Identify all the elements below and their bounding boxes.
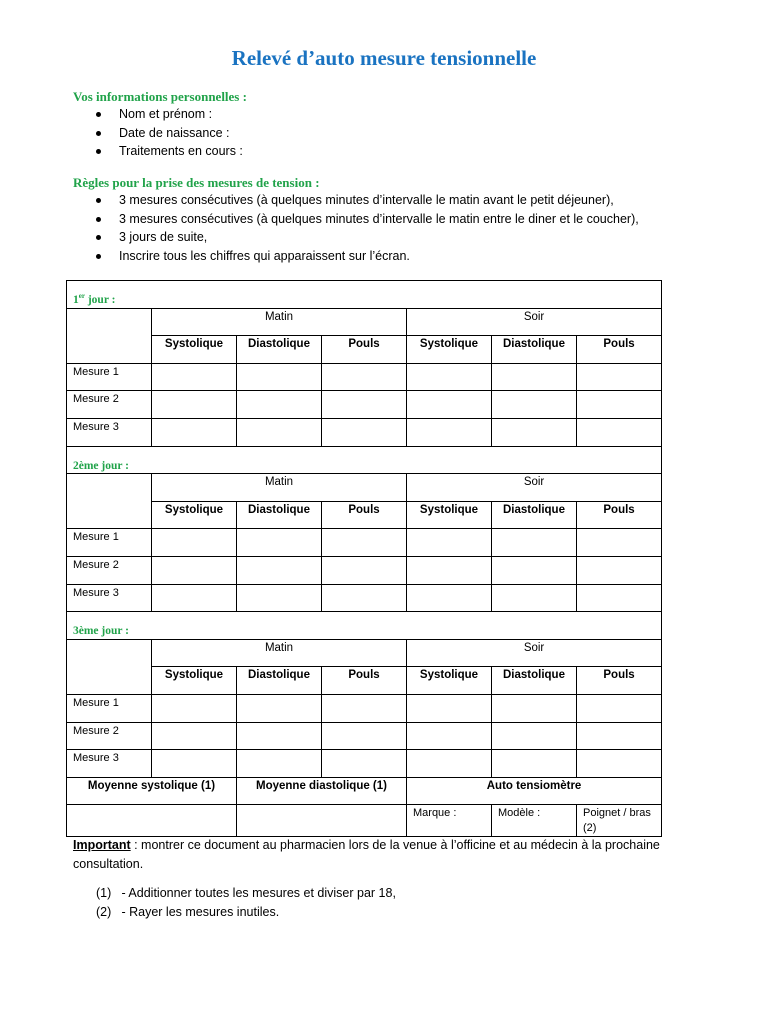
measure-cell[interactable] [152, 750, 237, 778]
column-header: Pouls [322, 501, 407, 529]
measure-cell[interactable] [492, 750, 577, 778]
table-row [67, 363, 662, 391]
list-item-label: 3 mesures consécutives (à quelques minutes d’intervalle le matin entre le diner et le coucher), [119, 211, 639, 226]
row-label: Mesure 1 [67, 694, 152, 722]
day-label-main: 2ème jour : [73, 459, 129, 472]
measure-cell[interactable] [322, 418, 407, 446]
measure-cell[interactable] [322, 722, 407, 750]
avg-diastolic-cell[interactable] [237, 805, 407, 837]
period-row [67, 639, 662, 667]
day-header-row [67, 446, 662, 474]
list-item [96, 228, 639, 247]
period-soir: Soir [407, 308, 662, 336]
measure-cell[interactable] [237, 363, 322, 391]
bullet-icon [96, 131, 101, 136]
day-label [67, 281, 662, 309]
list-item [96, 105, 243, 124]
period-soir: Soir [407, 639, 662, 667]
footnote-number: (2) [96, 905, 112, 919]
wrist-arm-cell[interactable]: Poignet / bras (2) [577, 805, 662, 837]
measure-cell[interactable] [152, 418, 237, 446]
bullet-icon [96, 217, 101, 222]
column-header: Pouls [577, 336, 662, 364]
measure-cell[interactable] [237, 556, 322, 584]
column-header: Diastolique [237, 667, 322, 695]
measure-cell[interactable] [322, 694, 407, 722]
personal-info-list [96, 105, 243, 161]
measure-cell[interactable] [152, 722, 237, 750]
row-label: Mesure 2 [67, 556, 152, 584]
measure-cell[interactable] [492, 418, 577, 446]
day-header-row [67, 281, 662, 309]
column-header: Pouls [577, 501, 662, 529]
measure-cell[interactable] [492, 722, 577, 750]
table-row [67, 694, 662, 722]
list-item-label: Date de naissance : [119, 125, 230, 140]
column-header-row [67, 336, 662, 364]
corner-cell [67, 308, 152, 363]
measurement-table [66, 280, 662, 837]
measure-cell[interactable] [322, 529, 407, 557]
period-row [67, 474, 662, 502]
bullet-icon [96, 112, 101, 117]
device-header: Auto tensiomètre [407, 777, 662, 805]
footnote-number: (1) [96, 886, 112, 900]
page-title: Relevé d’auto mesure tensionnelle [231, 46, 537, 70]
column-header: Systolique [407, 336, 492, 364]
measure-cell[interactable] [577, 529, 662, 557]
row-label: Mesure 2 [67, 391, 152, 419]
measure-cell[interactable] [237, 722, 322, 750]
measure-cell[interactable] [492, 363, 577, 391]
measure-cell[interactable] [237, 529, 322, 557]
list-item-label: Inscrire tous les chiffres qui apparaissent sur l’écran. [119, 248, 410, 263]
period-soir: Soir [407, 474, 662, 502]
list-item-label: Nom et prénom : [119, 107, 213, 121]
measure-cell[interactable] [237, 750, 322, 778]
footnote [96, 903, 396, 922]
row-label: Mesure 1 [67, 363, 152, 391]
measure-cell[interactable] [152, 391, 237, 419]
day-label [67, 612, 662, 640]
corner-cell [67, 474, 152, 529]
avg-systolic-header: Moyenne systolique (1) [67, 777, 237, 805]
column-header: Systolique [407, 667, 492, 695]
day-label-main: 1 [73, 293, 79, 306]
measure-cell[interactable] [152, 363, 237, 391]
brand-cell[interactable]: Marque : [407, 805, 492, 837]
column-header: Diastolique [492, 501, 577, 529]
measure-cell[interactable] [577, 391, 662, 419]
table-row [67, 418, 662, 446]
measure-cell[interactable] [577, 722, 662, 750]
row-label: Mesure 3 [67, 418, 152, 446]
list-item-label: 3 jours de suite, [119, 230, 208, 244]
column-header: Systolique [152, 501, 237, 529]
table-row [67, 722, 662, 750]
rules-heading: Règles pour la prise des mesures de tension : [73, 175, 320, 190]
measure-cell[interactable] [407, 584, 492, 612]
bullet-icon [96, 254, 101, 259]
table-row [67, 584, 662, 612]
measure-cell[interactable] [322, 750, 407, 778]
measure-cell[interactable] [492, 694, 577, 722]
column-header: Systolique [152, 336, 237, 364]
avg-diastolic-header: Moyenne diastolique (1) [237, 777, 407, 805]
measure-cell[interactable] [577, 584, 662, 612]
measure-cell[interactable] [322, 391, 407, 419]
list-item-label: 3 mesures consécutives (à quelques minutes d’intervalle le matin avant le petit déjeuner), [119, 193, 614, 207]
column-header: Pouls [322, 336, 407, 364]
day-label-sup: er [78, 292, 85, 300]
measure-cell[interactable] [492, 584, 577, 612]
table-row [67, 556, 662, 584]
measure-cell[interactable] [152, 584, 237, 612]
day-label-rest: jour : [84, 293, 116, 306]
measure-cell[interactable] [492, 556, 577, 584]
footnote [96, 884, 396, 903]
row-label: Mesure 3 [67, 584, 152, 612]
column-header: Diastolique [237, 501, 322, 529]
row-label: Mesure 2 [67, 722, 152, 750]
measure-cell[interactable] [407, 529, 492, 557]
day-label [67, 446, 662, 474]
period-row [67, 308, 662, 336]
measure-cell[interactable] [492, 529, 577, 557]
column-header: Systolique [407, 501, 492, 529]
measure-cell[interactable] [577, 694, 662, 722]
rules-list [96, 191, 639, 265]
footer-header-row [67, 777, 662, 805]
bullet-icon [96, 235, 101, 240]
measure-cell[interactable] [237, 391, 322, 419]
table-row [67, 529, 662, 557]
measure-cell[interactable] [407, 391, 492, 419]
measure-cell[interactable] [577, 556, 662, 584]
footnote-text: - Rayer les mesures inutiles. [121, 905, 280, 919]
day-label-main: 3ème jour : [73, 624, 129, 637]
measure-cell[interactable] [322, 556, 407, 584]
period-matin: Matin [152, 639, 407, 667]
column-header-row [67, 667, 662, 695]
measure-cell[interactable] [237, 694, 322, 722]
period-matin: Matin [152, 474, 407, 502]
bullet-icon [96, 198, 101, 203]
column-header-row [67, 501, 662, 529]
avg-systolic-cell[interactable] [67, 805, 237, 837]
table-row [67, 391, 662, 419]
important-label: Important [73, 838, 131, 852]
day-header-row [67, 612, 662, 640]
footnotes [96, 884, 396, 922]
measure-cell[interactable] [322, 584, 407, 612]
measure-cell[interactable] [577, 363, 662, 391]
measure-cell[interactable] [237, 418, 322, 446]
measure-cell[interactable] [407, 722, 492, 750]
list-item [96, 124, 243, 143]
measure-cell[interactable] [152, 529, 237, 557]
column-header: Pouls [577, 667, 662, 695]
measure-cell[interactable] [152, 556, 237, 584]
column-header: Diastolique [492, 667, 577, 695]
measure-cell[interactable] [407, 556, 492, 584]
list-item-label: Traitements en cours : [119, 144, 243, 158]
measure-cell[interactable] [152, 694, 237, 722]
measure-cell[interactable] [577, 750, 662, 778]
measure-cell[interactable] [237, 584, 322, 612]
important-note [73, 836, 703, 874]
corner-cell [67, 639, 152, 694]
important-text: : montrer ce document au pharmacien lors de la venue à l’officine et au médecin à la prochaine consultation. [73, 838, 660, 871]
measure-cell[interactable] [407, 363, 492, 391]
row-label: Mesure 1 [67, 529, 152, 557]
measure-cell[interactable] [407, 418, 492, 446]
column-header: Diastolique [237, 336, 322, 364]
table-row [67, 750, 662, 778]
measure-cell[interactable] [407, 750, 492, 778]
model-cell[interactable]: Modèle : [492, 805, 577, 837]
row-label: Mesure 3 [67, 750, 152, 778]
footnote-text: - Additionner toutes les mesures et diviser par 18, [121, 886, 396, 900]
measure-cell[interactable] [322, 363, 407, 391]
measure-cell[interactable] [492, 391, 577, 419]
personal-info-heading: Vos informations personnelles : [73, 89, 247, 104]
footer-values-row [67, 805, 662, 837]
period-matin: Matin [152, 308, 407, 336]
measure-cell[interactable] [577, 418, 662, 446]
measure-cell[interactable] [407, 694, 492, 722]
list-item [96, 247, 639, 266]
column-header: Systolique [152, 667, 237, 695]
column-header: Pouls [322, 667, 407, 695]
list-item [96, 191, 639, 210]
bullet-icon [96, 149, 101, 154]
list-item [96, 142, 243, 161]
list-item [96, 210, 639, 229]
column-header: Diastolique [492, 336, 577, 364]
